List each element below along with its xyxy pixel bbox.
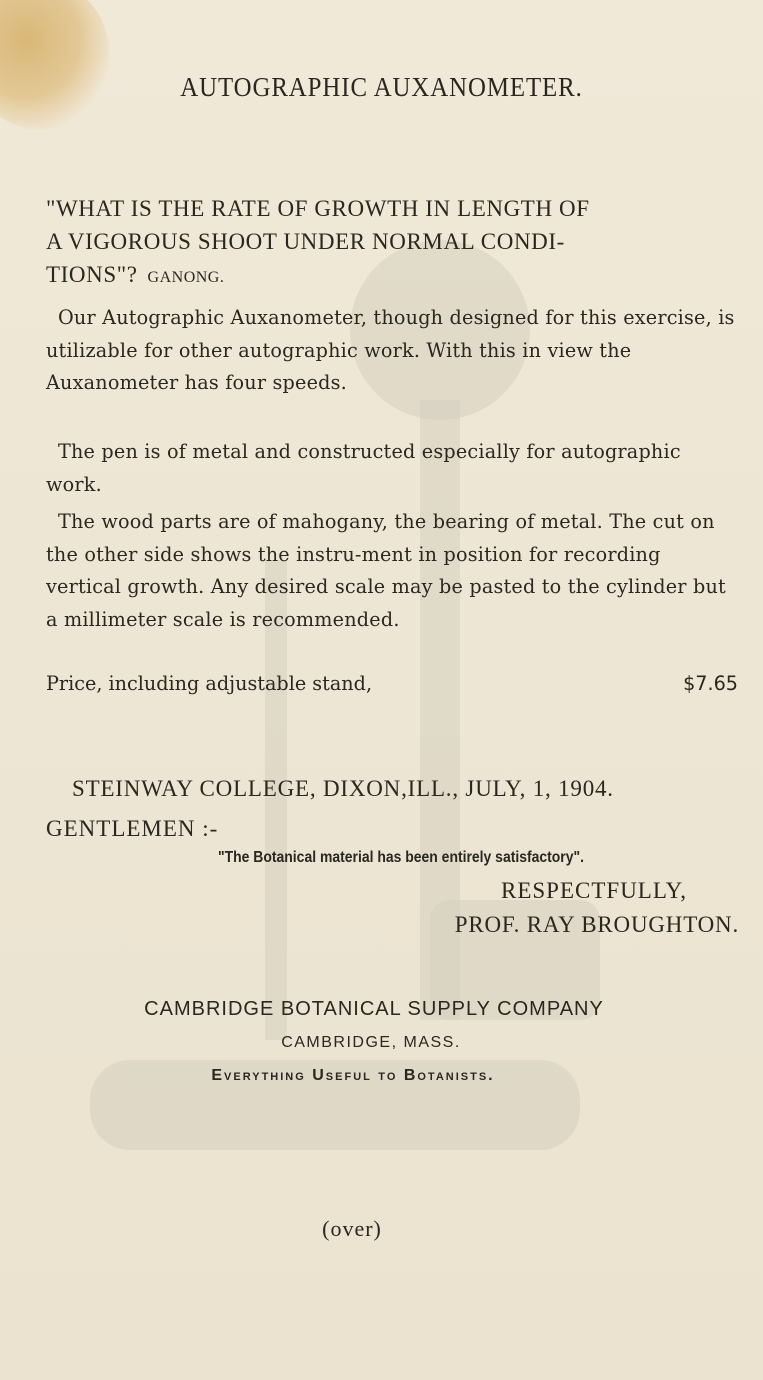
price-line — [46, 668, 740, 700]
paragraph-materials: The wood parts are of mahogany, the bearing of metal. The cut on the other side shows the instru-ment in position for recording vertical growth. Any desired scale may be pasted to the cylinder but a millimeter scale is recommended. — [46, 510, 726, 631]
letter-closing: RESPECTFULLY, — [500, 878, 687, 903]
document-title: AUTOGRAPHIC AUXANOMETER. — [180, 72, 583, 102]
letter-heading: STEINWAY COLLEGE, DIXON,ILL., JULY, 1, 1904. — [72, 776, 614, 801]
over-note: (over) — [322, 1216, 382, 1241]
paragraph-speeds: Our Autographic Auxanometer, though designed for this exercise, is utilizable for other autographic work. With this in view the Auxanometer has four speeds. — [46, 306, 735, 394]
ganong-quote — [46, 192, 740, 294]
quote-attribution: GANONG. — [147, 269, 225, 286]
company-tagline: Everything Useful to Botanists. — [211, 1067, 495, 1084]
letter-salutation: GENTLEMEN :- — [46, 816, 219, 841]
company-name: CAMBRIDGE BOTANICAL SUPPLY COMPANY — [144, 998, 604, 1020]
quote-line-2: A VIGOROUS SHOOT UNDER NORMAL CONDI- — [46, 229, 565, 254]
company-city: CAMBRIDGE, MASS. — [281, 1034, 461, 1051]
paragraph-pen: The pen is of metal and constructed especially for autographic work. — [46, 440, 681, 496]
paper-stain — [0, 0, 110, 130]
quote-line-1: "WHAT IS THE RATE OF GROWTH IN LENGTH OF — [46, 196, 590, 221]
price-label: Price, including adjustable stand, — [46, 672, 373, 695]
quote-line-3 — [46, 258, 740, 294]
quote-line-3-text: TIONS"? — [46, 262, 138, 287]
price-amount: $7.65 — [683, 672, 738, 695]
letter-signature: PROF. RAY BROUGHTON. — [454, 912, 739, 937]
testimonial-quote: "The Botanical material has been entirely satisfactory". — [218, 849, 584, 866]
